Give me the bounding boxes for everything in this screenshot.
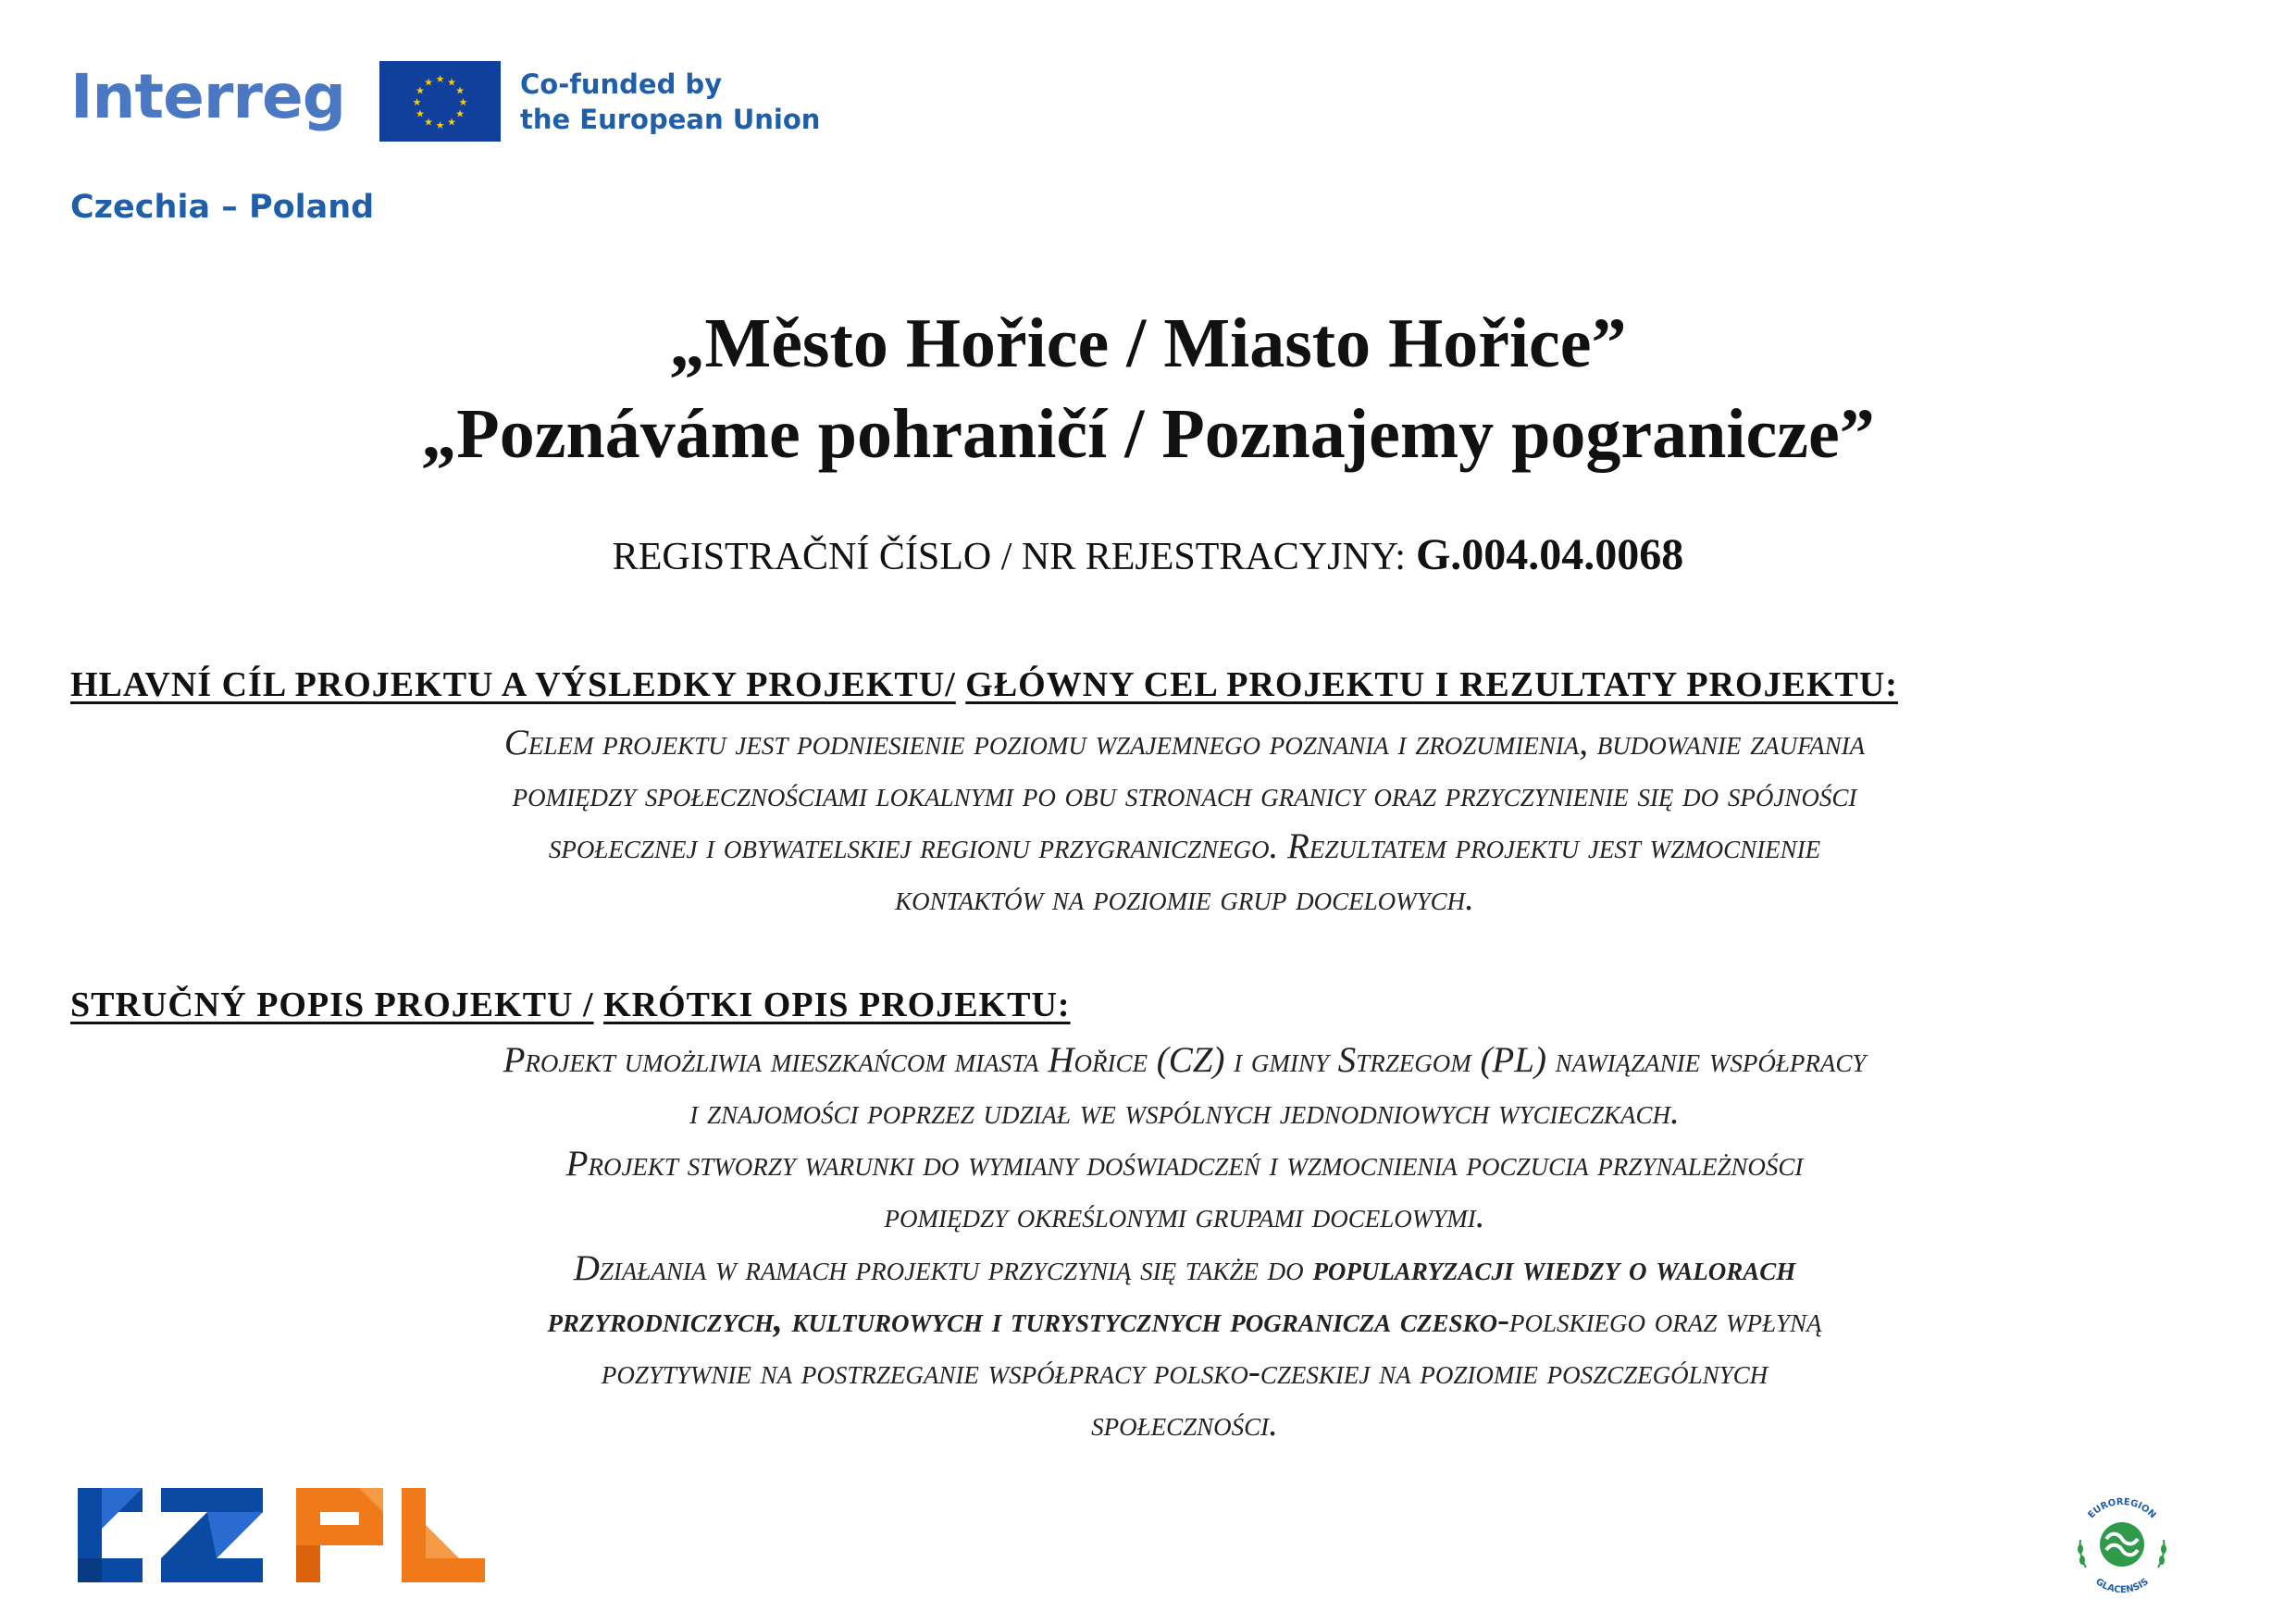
goals-line: pomiędzy społecznościami lokalnymi po obu stronach granicy oraz przyczynienie się do spójności	[512, 775, 1857, 814]
description-line: pozytywnie na postrzeganie współpracy polsko-czeskiej na poziomie poszczególnych	[601, 1352, 1769, 1392]
description-line-part: przyrodniczych, kulturowych i turystycznych pogranicza czesko	[547, 1300, 1498, 1340]
section-heading-goals-cz: HLAVNÍ CÍL PROJEKTU A VÝSLEDKY PROJEKTU/	[70, 665, 956, 704]
cz-pl-logo	[78, 1488, 485, 1582]
goals-line: Celem projektu jest podniesienie poziomu wzajemnego poznania i zrozumienia, budowanie zaufania	[503, 723, 1866, 762]
goals-line-part: Rezultatem projektu jest wzmocnienie	[1287, 826, 1821, 866]
svg-text:★: ★	[447, 116, 456, 129]
goals-line-part: społecznej i obywatelskiej regionu przygranicznego.	[548, 826, 1288, 866]
description-line: Projekt umożliwia mieszkańcom miasta Hořice (CZ) i gminy Strzegom (PL) nawiązanie współpracy	[503, 1040, 1867, 1080]
euroregion-glacensis-logo	[2066, 1488, 2178, 1601]
svg-text:★: ★	[435, 73, 445, 85]
description-paragraph-3	[111, 1243, 2258, 1450]
cofund-line-1: Co-funded by	[520, 68, 723, 100]
section-heading-description-cz: STRUČNÝ POPIS PROJEKTU /	[70, 986, 594, 1024]
project-title-line-1: „Město Hořice / Miasto Hořice”	[669, 304, 1627, 382]
cofunded-by-eu-text	[520, 67, 820, 137]
registration-line	[0, 529, 2296, 580]
description-line: Projekt stworzy warunki do wymiany doświadczeń i wzmocnienia poczucia przynależności	[565, 1144, 1804, 1184]
svg-text:★: ★	[458, 96, 468, 108]
description-paragraph-2	[111, 1138, 2258, 1242]
description-line	[111, 1295, 2258, 1346]
cofund-line-2: the European Union	[520, 104, 821, 135]
euroregion-top-text: EUROREGION	[2086, 1496, 2158, 1521]
svg-text:★: ★	[455, 107, 465, 120]
description-line	[111, 1243, 2258, 1295]
description-line-part: -polskiego oraz wpłyną	[1497, 1300, 1822, 1340]
description-line-part: Działania w ramach projektu przyczynią się także do	[573, 1248, 1313, 1288]
project-title-line-2: „Poznáváme pohraničí / Poznajemy pogranicze”	[421, 395, 1875, 473]
section-heading-goals	[70, 664, 1898, 705]
registration-label: REGISTRAČNÍ ČÍSLO / NR REJESTRACYJNY:	[612, 536, 1406, 578]
svg-text:★: ★	[412, 96, 422, 108]
svg-text:★: ★	[415, 84, 425, 97]
svg-text:★: ★	[424, 116, 433, 129]
program-region-label: Czechia – Poland	[70, 189, 375, 226]
description-line: społeczności.	[1091, 1404, 1278, 1444]
svg-text:★: ★	[447, 76, 456, 89]
description-line-part: popularyzacji wiedzy o walorach	[1312, 1248, 1796, 1288]
registration-number: G.004.04.0068	[1415, 530, 1684, 579]
svg-text:★: ★	[424, 76, 433, 89]
euroregion-bottom-text: GLACENSIS	[2093, 1576, 2151, 1596]
goals-line: kontaktów na poziomie grup docelowych.	[895, 878, 1474, 918]
svg-text:★: ★	[415, 107, 425, 120]
section-heading-goals-pl: GŁÓWNY CEL PROJEKTU I REZULTATY PROJEKTU:	[965, 665, 1898, 704]
section-heading-description-pl: KRÓTKI OPIS PROJEKTU:	[603, 986, 1071, 1024]
interreg-logo: Interreg	[70, 61, 345, 132]
goals-line	[111, 821, 2258, 873]
goals-paragraph	[111, 717, 2258, 924]
description-line: pomiędzy określonymi grupami docelowymi.	[884, 1196, 1485, 1235]
description-line: i znajomości poprzez udział we wspólnych jednodniowych wycieczkach.	[689, 1092, 1680, 1132]
svg-text:★: ★	[455, 84, 465, 97]
svg-text:★: ★	[435, 119, 445, 131]
description-paragraph-1	[111, 1035, 2258, 1138]
eu-flag-icon	[379, 61, 501, 142]
section-heading-description	[70, 985, 1071, 1025]
